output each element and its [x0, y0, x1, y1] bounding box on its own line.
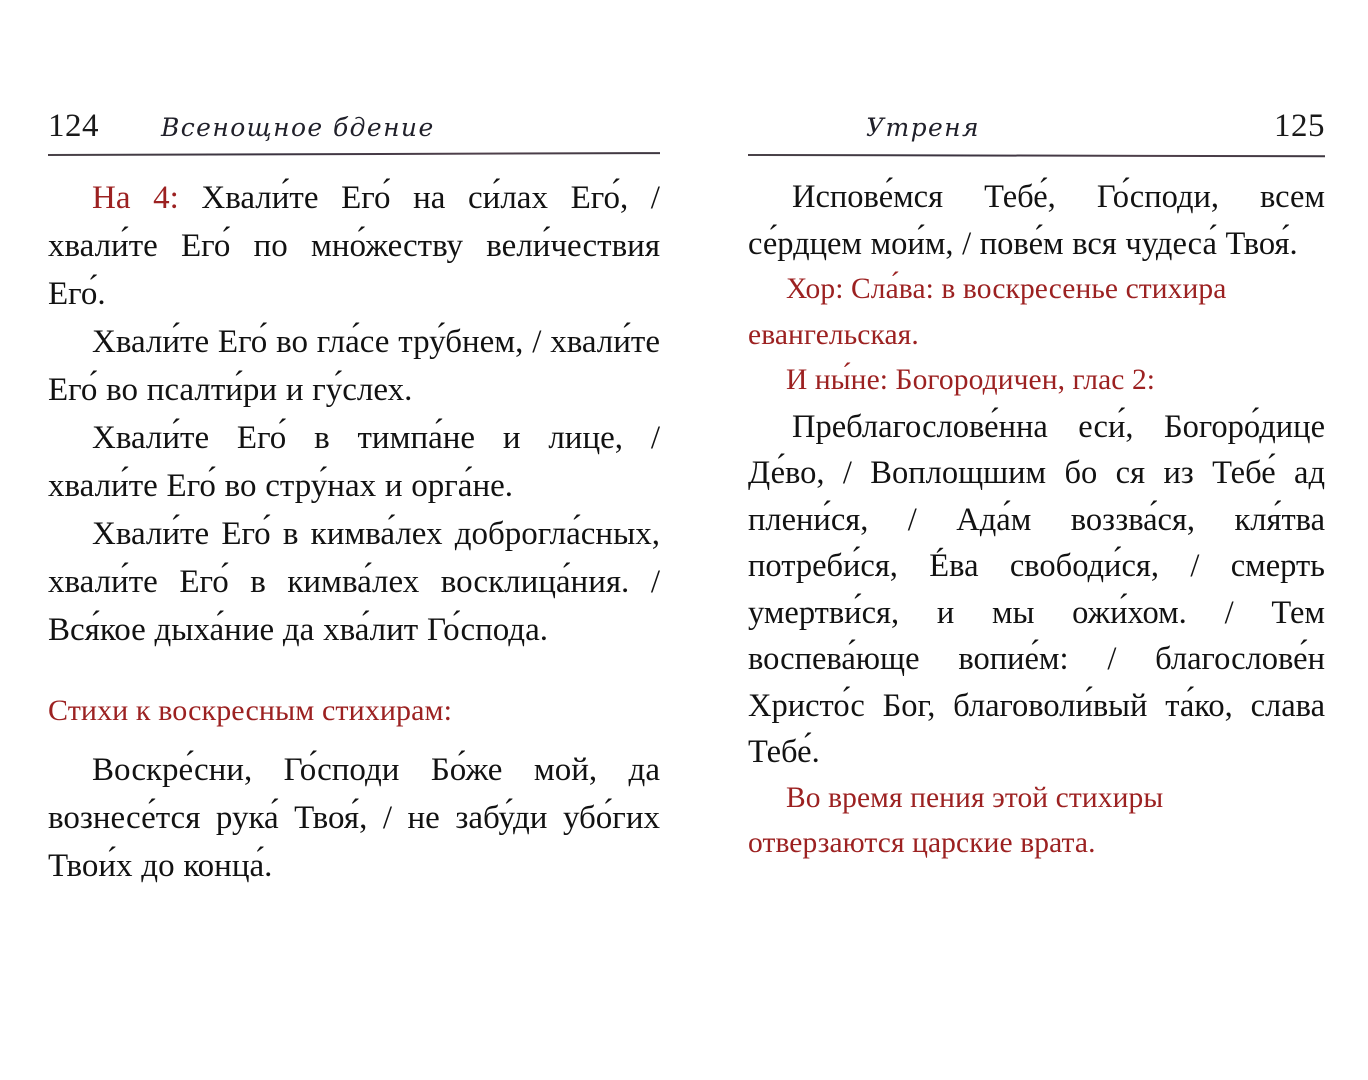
- rubric-i-nyne-bogorodichen: И ны́не: Богородичен, глас 2:: [786, 364, 1156, 396]
- right-column-body: [748, 174, 1325, 867]
- running-title-right: Утреня: [866, 113, 980, 142]
- block-spacer: [48, 654, 660, 688]
- rubric-hor-slava: Хор: Сла́ва: в воскресенье стихира евангельская.: [748, 273, 1227, 351]
- page-number-right: 125: [1274, 108, 1325, 144]
- page-right: [684, 0, 1368, 1080]
- paragraph-preblagoslovenna: Преблагослове́нна еси́, Богоро́дице Де́во, / Воплощшим бо ся из Тебе́ ад плени́ся, / Ада́м воззва́ся, кля́тва потреби́ся, Éва свободи́ся, / смерть умертви́ся, и мы ожи́хом. / Тем воспева́юще вопие́м: / благослове́н Христо́с Бог, благоволи́вый та́ко, слава Тебе́.: [748, 408, 1325, 770]
- rubric-lead-na-4: На 4:: [92, 180, 179, 216]
- header-rule-left: [48, 152, 660, 156]
- paragraph-timpane-organe: Хвали́те Его́ в тимпа́не и лице, / хвали́те Его́ во стру́нах и орга́не.: [48, 420, 660, 504]
- page-number-left: 124: [48, 108, 99, 144]
- paragraph-ispovemsya: Испове́мся Тебе́, Го́споди, всем се́рдцем мои́м, / пове́м вся чудеса́ Твоя́.: [748, 179, 1325, 262]
- running-head-right: [748, 108, 1325, 150]
- paragraph-voskresni-gospodi: Воскре́сни, Го́споди Бо́же мой, да вознесе́тся рука́ Твоя́, / не забу́ди убо́гих Твои́х до конца́.: [48, 752, 660, 884]
- paragraph-na-4-text: Хвали́те Его́ на си́лах Его́, / хвали́те Его́ по мно́жеству вели́чествия Его́.: [48, 180, 660, 312]
- running-head-left: [48, 108, 660, 150]
- block-spacer: [48, 734, 660, 746]
- header-rule-right: [748, 154, 1325, 157]
- paragraph-glase-trubnem: Хвали́те Его́ во гла́се тру́бнем, / хвали́те Его́ во псалти́ри и гу́слех.: [48, 324, 660, 408]
- left-column-body: [48, 174, 660, 890]
- running-title-left: Всенощное бдение: [161, 113, 435, 142]
- paragraph-kimvaleh: Хвали́те Его́ в кимва́лех доброгла́сных, хвали́те Его́ в кимва́лех восклица́ния. / Вся́кое дыха́ние да хва́лит Го́спода.: [48, 516, 660, 648]
- paragraph-na-4: [48, 174, 660, 318]
- rubric-tsarskie-vrata: Во время пения этой стихиры отверзаются царские врата.: [748, 781, 1164, 859]
- rubric-stihi-k-voskresnym: Стихи к воскресным стихирам:: [48, 694, 453, 727]
